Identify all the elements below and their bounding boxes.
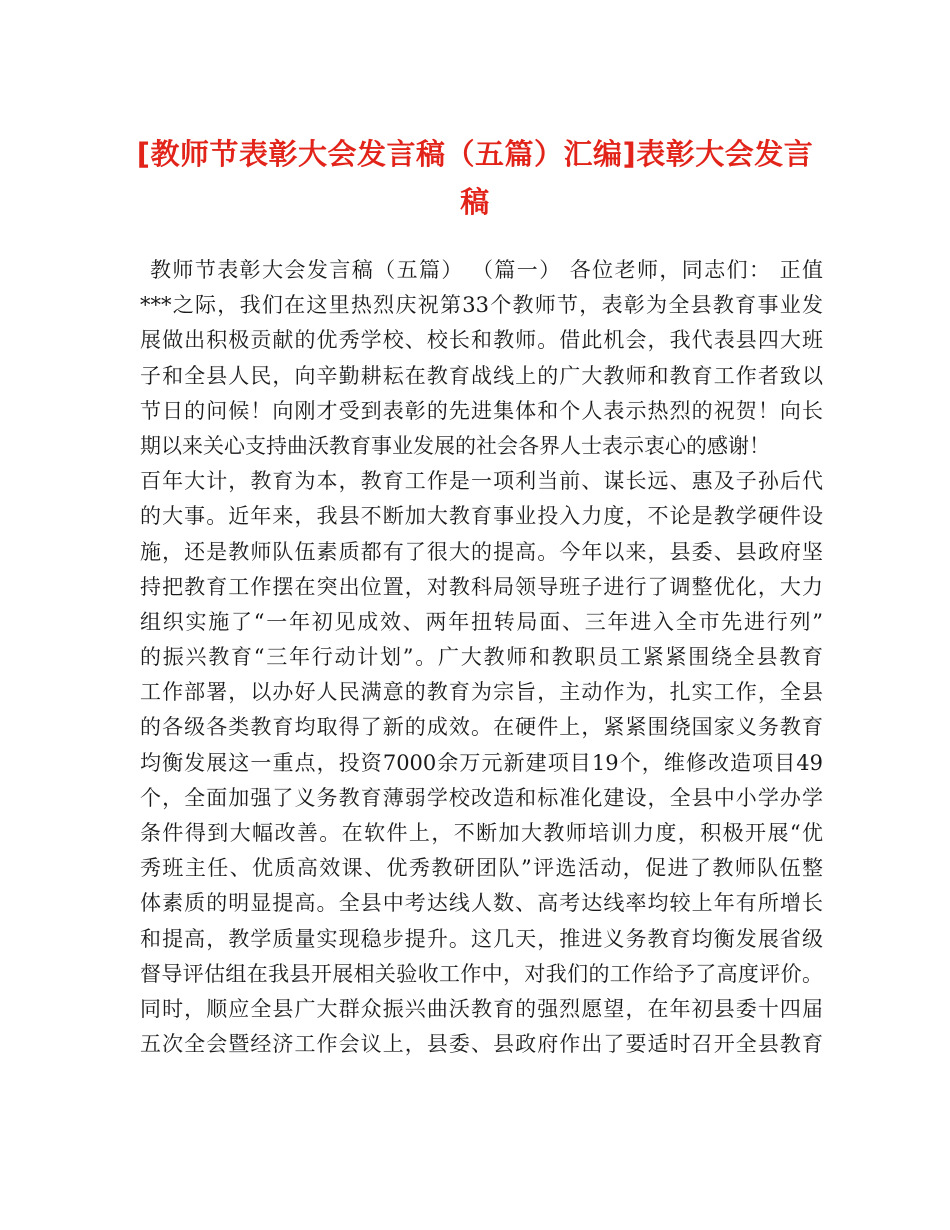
body-line: 同时，顺应全县广大群众振兴曲沃教育的强烈愿望，在年初县委十四届: [140, 996, 823, 1021]
document-title: [120, 130, 830, 226]
body-line: 施，还是教师队伍素质都有了很大的提高。今年以来，县委、县政府坚: [140, 539, 823, 564]
body-line: 的各级各类教育均取得了新的成效。在硬件上，紧紧围绕国家义务教育: [140, 715, 823, 740]
body-line: 条件得到大幅改善。在软件上，不断加大教师培训力度，积极开展“优: [140, 821, 823, 845]
body-line: 持把教育工作摆在突出位置，对教科局领导班子进行了调整优化，大力: [140, 574, 823, 599]
body-line: 组织实施了“一年初见成效、两年扭转局面、三年进入全市先进行列”: [140, 609, 823, 634]
body-line: 期以来关心支持曲沃教育事业发展的社会各界人士表示衷心的感谢！: [140, 433, 770, 458]
body-line: 的振兴教育“三年行动计划”。广大教师和教职员工紧紧围绕全县教育: [140, 645, 823, 670]
body-line: 工作部署，以办好人民满意的教育为宗旨，主动作为，扎实工作，全县: [140, 680, 823, 705]
body-line: 子和全县人民，向辛勤耕耘在教育战线上的广大教师和教育工作者致以: [140, 363, 823, 388]
title-line-2: 稿: [460, 185, 490, 219]
body-line: 个，全面加强了义务教育薄弱学校改造和标准化建设，全县中小学办学: [140, 785, 823, 810]
title-line-1: [教师节表彰大会发言稿（五篇）汇编]表彰大会发言: [136, 137, 814, 171]
body-line: 督导评估组在我县开展相关验收工作中，对我们的工作给予了高度评价。: [140, 961, 823, 986]
body-line: 节日的问候！向刚才受到表彰的先进集体和个人表示热烈的祝贺！向长: [140, 398, 823, 423]
document-body: [140, 253, 823, 1062]
body-line: 秀班主任、优质高效课、优秀教研团队”评选活动，促进了教师队伍整: [140, 856, 823, 881]
body-line: ***之际，我们在这里热烈庆祝第33个教师节，表彰为全县教育事业发: [140, 293, 823, 318]
body-line: 五次全会暨经济工作会议上，县委、县政府作出了要适时召开全县教育: [140, 1032, 823, 1057]
body-line: 展做出积极贡献的优秀学校、校长和教师。借此机会，我代表县四大班: [140, 328, 823, 353]
body-line: 百年大计，教育为本，教育工作是一项利当前、谋长远、惠及子孙后代: [140, 469, 823, 494]
body-line: 均衡发展这一重点，投资7000余万元新建项目19个，维修改造项目49: [140, 750, 823, 775]
body-line: 教师节表彰大会发言稿（五篇） （篇一） 各位老师，同志们： 正值: [150, 258, 823, 282]
body-line: 和提高，教学质量实现稳步提升。这几天，推进义务教育均衡发展省级: [140, 926, 823, 951]
body-line: 体素质的明显提高。全县中考达线人数、高考达线率均较上年有所增长: [140, 891, 823, 916]
body-line: 的大事。近年来，我县不断加大教育事业投入力度，不论是教学硬件设: [140, 504, 823, 529]
